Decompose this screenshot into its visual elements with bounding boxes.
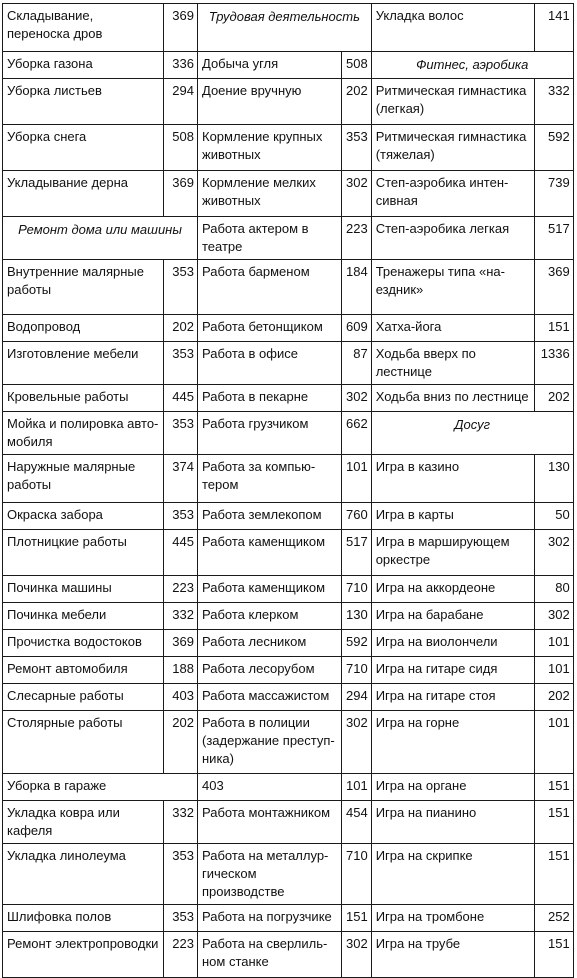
activity-name-cell: Водопровод — [3, 315, 164, 342]
energy-value-cell: 101 — [534, 711, 573, 774]
energy-value-cell: 332 — [164, 801, 198, 844]
energy-value-cell: 369 — [164, 4, 198, 52]
activity-name-cell: Степ-аэробика интен-сивная — [371, 171, 534, 217]
activity-name-cell: Шлифовка полов — [3, 905, 164, 932]
table-row — [3, 125, 574, 171]
table-row — [3, 260, 574, 315]
activity-name-cell: Работа лесорубом — [198, 657, 342, 684]
activity-energy-table — [2, 3, 574, 978]
activity-name-cell: Игра на пианино — [371, 801, 534, 844]
activity-name-cell: Игра на барабане — [371, 603, 534, 630]
activity-name-cell: Тренажеры типа «на-ездник» — [371, 260, 534, 315]
energy-value-cell: 294 — [164, 79, 198, 125]
table-row — [3, 52, 574, 79]
energy-value-cell: 710 — [342, 657, 372, 684]
activity-name-cell: Работа лесником — [198, 630, 342, 657]
activity-name-cell: Работа каменщиком — [198, 530, 342, 576]
energy-value-cell: 50 — [534, 503, 573, 530]
energy-value-cell: 332 — [534, 79, 573, 125]
activity-name-cell: Игра на тромбоне — [371, 905, 534, 932]
activity-name-cell: Изготовление мебели — [3, 342, 164, 385]
table-row — [3, 455, 574, 503]
energy-value-cell: 517 — [534, 217, 573, 260]
table-row — [3, 774, 574, 801]
activity-name-cell: Игра на гитаре сидя — [371, 657, 534, 684]
energy-value-cell: 369 — [164, 171, 198, 217]
activity-name-cell: Уборка в гараже — [3, 774, 198, 801]
activity-name-cell: Починка машины — [3, 576, 164, 603]
table-row — [3, 79, 574, 125]
activity-name-cell: Ритмическая гимнастика (легкая) — [371, 79, 534, 125]
activity-name-cell: Ремонт автомобиля — [3, 657, 164, 684]
energy-value-cell: 760 — [342, 503, 372, 530]
energy-value-cell: 710 — [342, 576, 372, 603]
activity-name-cell: Игра на виолончели — [371, 630, 534, 657]
activity-name-cell: Столярные работы — [3, 711, 164, 774]
table-row — [3, 603, 574, 630]
energy-value-cell: 141 — [534, 4, 573, 52]
activity-name-cell: Работа на погрузчике — [198, 905, 342, 932]
activity-name-cell: Работа каменщиком — [198, 576, 342, 603]
activity-name-cell: Работа за компью-тером — [198, 455, 342, 503]
activity-name-cell: Укладка волос — [371, 4, 534, 52]
energy-value-cell: 369 — [534, 260, 573, 315]
activity-name-cell: Наружные малярные работы — [3, 455, 164, 503]
table-row — [3, 932, 574, 978]
energy-value-cell: 87 — [342, 342, 372, 385]
table-row — [3, 630, 574, 657]
activity-name-cell: Ритмическая гимнастика (тяжелая) — [371, 125, 534, 171]
energy-value-cell: 374 — [164, 455, 198, 503]
energy-value-cell: 592 — [534, 125, 573, 171]
energy-value-cell: 101 — [534, 630, 573, 657]
energy-value-cell: 151 — [534, 774, 573, 801]
energy-value-cell: 80 — [534, 576, 573, 603]
activity-name-cell: Укладка ковра или кафеля — [3, 801, 164, 844]
energy-value-cell: 508 — [342, 52, 372, 79]
energy-value-cell: 454 — [342, 801, 372, 844]
energy-value-cell: 508 — [164, 125, 198, 171]
table-row — [3, 412, 574, 455]
energy-value-cell: 445 — [164, 385, 198, 412]
activity-name-cell: Уборка листьев — [3, 79, 164, 125]
energy-value-cell: 609 — [342, 315, 372, 342]
table-row — [3, 844, 574, 905]
activity-name-cell: Работа в полиции (задержание преступ-ника) — [198, 711, 342, 774]
activity-name-cell: Ходьба вниз по лестнице — [371, 385, 534, 412]
energy-value-cell: 353 — [342, 125, 372, 171]
activity-name-cell: Игра на органе — [371, 774, 534, 801]
activity-name-cell: Игра на трубе — [371, 932, 534, 978]
activity-name-cell: Слесарные работы — [3, 684, 164, 711]
energy-value-cell: 294 — [342, 684, 372, 711]
energy-value-cell: 101 — [342, 455, 372, 503]
energy-value-cell: 353 — [164, 844, 198, 905]
activity-name-cell: Уборка снега — [3, 125, 164, 171]
energy-value-cell: 302 — [342, 932, 372, 978]
energy-value-cell: 302 — [342, 385, 372, 412]
table-row — [3, 576, 574, 603]
table-row — [3, 4, 574, 52]
activity-name-cell: Укладывание дерна — [3, 171, 164, 217]
energy-value-cell: 223 — [164, 932, 198, 978]
energy-value-cell: 302 — [534, 530, 573, 576]
energy-value-cell: 332 — [164, 603, 198, 630]
table-row — [3, 315, 574, 342]
table-row — [3, 711, 574, 774]
energy-value-cell: 353 — [164, 342, 198, 385]
energy-value-cell: 202 — [342, 79, 372, 125]
energy-value-cell: 710 — [342, 844, 372, 905]
energy-value-cell: 151 — [534, 315, 573, 342]
energy-value-cell: 369 — [164, 630, 198, 657]
activity-name-cell: Окраска забора — [3, 503, 164, 530]
activity-name-cell: Игра в казино — [371, 455, 534, 503]
activity-name-cell: Игра на гитаре стоя — [371, 684, 534, 711]
activity-name-cell: Ремонт электропроводки — [3, 932, 164, 978]
section-heading: Ремонт дома или машины — [3, 217, 198, 260]
energy-value-cell: 202 — [164, 315, 198, 342]
energy-value-cell: 1336 — [534, 342, 573, 385]
energy-value-cell: 445 — [164, 530, 198, 576]
energy-value-cell: 302 — [342, 711, 372, 774]
activity-name-cell: Работа актером в театре — [198, 217, 342, 260]
activity-name-cell: Работа бетонщиком — [198, 315, 342, 342]
energy-value-cell: 592 — [342, 630, 372, 657]
table-row — [3, 342, 574, 385]
activity-name-cell: 403 — [198, 774, 342, 801]
table-row — [3, 503, 574, 530]
energy-value-cell: 101 — [342, 774, 372, 801]
activity-name-cell: Работа грузчиком — [198, 412, 342, 455]
energy-value-cell: 739 — [534, 171, 573, 217]
energy-value-cell: 662 — [342, 412, 372, 455]
activity-name-cell: Уборка газона — [3, 52, 164, 79]
activity-name-cell: Степ-аэробика легкая — [371, 217, 534, 260]
section-heading: Досуг — [371, 412, 573, 455]
energy-value-cell: 188 — [164, 657, 198, 684]
energy-value-cell: 223 — [342, 217, 372, 260]
energy-value-cell: 336 — [164, 52, 198, 79]
activity-name-cell: Работа клерком — [198, 603, 342, 630]
energy-value-cell: 353 — [164, 905, 198, 932]
energy-value-cell: 151 — [534, 932, 573, 978]
activity-name-cell: Внутренние малярные работы — [3, 260, 164, 315]
energy-value-cell: 130 — [534, 455, 573, 503]
table-row — [3, 530, 574, 576]
activity-name-cell: Добыча угля — [198, 52, 342, 79]
activity-name-cell: Работа землекопом — [198, 503, 342, 530]
energy-value-cell: 353 — [164, 412, 198, 455]
activity-name-cell: Хатха-йога — [371, 315, 534, 342]
energy-value-cell: 151 — [342, 905, 372, 932]
energy-value-cell: 101 — [534, 657, 573, 684]
activity-name-cell: Доение вручную — [198, 79, 342, 125]
energy-value-cell: 151 — [534, 801, 573, 844]
activity-name-cell: Игра на скрипке — [371, 844, 534, 905]
energy-value-cell: 130 — [342, 603, 372, 630]
activity-name-cell: Работа монтажником — [198, 801, 342, 844]
activity-name-cell: Починка мебели — [3, 603, 164, 630]
activity-name-cell: Игра в карты — [371, 503, 534, 530]
table-row — [3, 385, 574, 412]
activity-name-cell: Игра на аккордеоне — [371, 576, 534, 603]
activity-name-cell: Укладка линолеума — [3, 844, 164, 905]
activity-name-cell: Работа в пекарне — [198, 385, 342, 412]
activity-name-cell: Игра в марширующем оркестре — [371, 530, 534, 576]
activity-name-cell: Кровельные работы — [3, 385, 164, 412]
energy-value-cell: 252 — [534, 905, 573, 932]
energy-value-cell: 202 — [164, 711, 198, 774]
activity-name-cell: Кормление мелких животных — [198, 171, 342, 217]
activity-name-cell: Прочистка водостоков — [3, 630, 164, 657]
table-row — [3, 171, 574, 217]
activity-name-cell: Работа в офисе — [198, 342, 342, 385]
activity-name-cell: Мойка и полировка авто-мобиля — [3, 412, 164, 455]
table-row — [3, 657, 574, 684]
energy-value-cell: 202 — [534, 684, 573, 711]
energy-value-cell: 202 — [534, 385, 573, 412]
table-row — [3, 905, 574, 932]
activity-name-cell: Игра на горне — [371, 711, 534, 774]
activity-name-cell: Работа на сверлиль-ном станке — [198, 932, 342, 978]
energy-value-cell: 353 — [164, 503, 198, 530]
table-row — [3, 684, 574, 711]
table-body — [3, 4, 574, 978]
activity-name-cell: Работа барменом — [198, 260, 342, 315]
energy-value-cell: 151 — [534, 844, 573, 905]
activity-name-cell: Складывание, переноска дров — [3, 4, 164, 52]
energy-value-cell: 403 — [164, 684, 198, 711]
section-heading: Трудовая деятельность — [198, 4, 372, 52]
activity-name-cell: Работа на металлур-гическом производстве — [198, 844, 342, 905]
energy-value-cell: 223 — [164, 576, 198, 603]
activity-name-cell: Ходьба вверх по лестнице — [371, 342, 534, 385]
table-row — [3, 801, 574, 844]
activity-name-cell: Плотницкие работы — [3, 530, 164, 576]
energy-value-cell: 302 — [342, 171, 372, 217]
energy-value-cell: 517 — [342, 530, 372, 576]
section-heading: Фитнес, аэробика — [371, 52, 573, 79]
activity-name-cell: Работа массажистом — [198, 684, 342, 711]
energy-value-cell: 184 — [342, 260, 372, 315]
table-row — [3, 217, 574, 260]
energy-value-cell: 302 — [534, 603, 573, 630]
energy-value-cell: 353 — [164, 260, 198, 315]
activity-name-cell: Кормление крупных животных — [198, 125, 342, 171]
